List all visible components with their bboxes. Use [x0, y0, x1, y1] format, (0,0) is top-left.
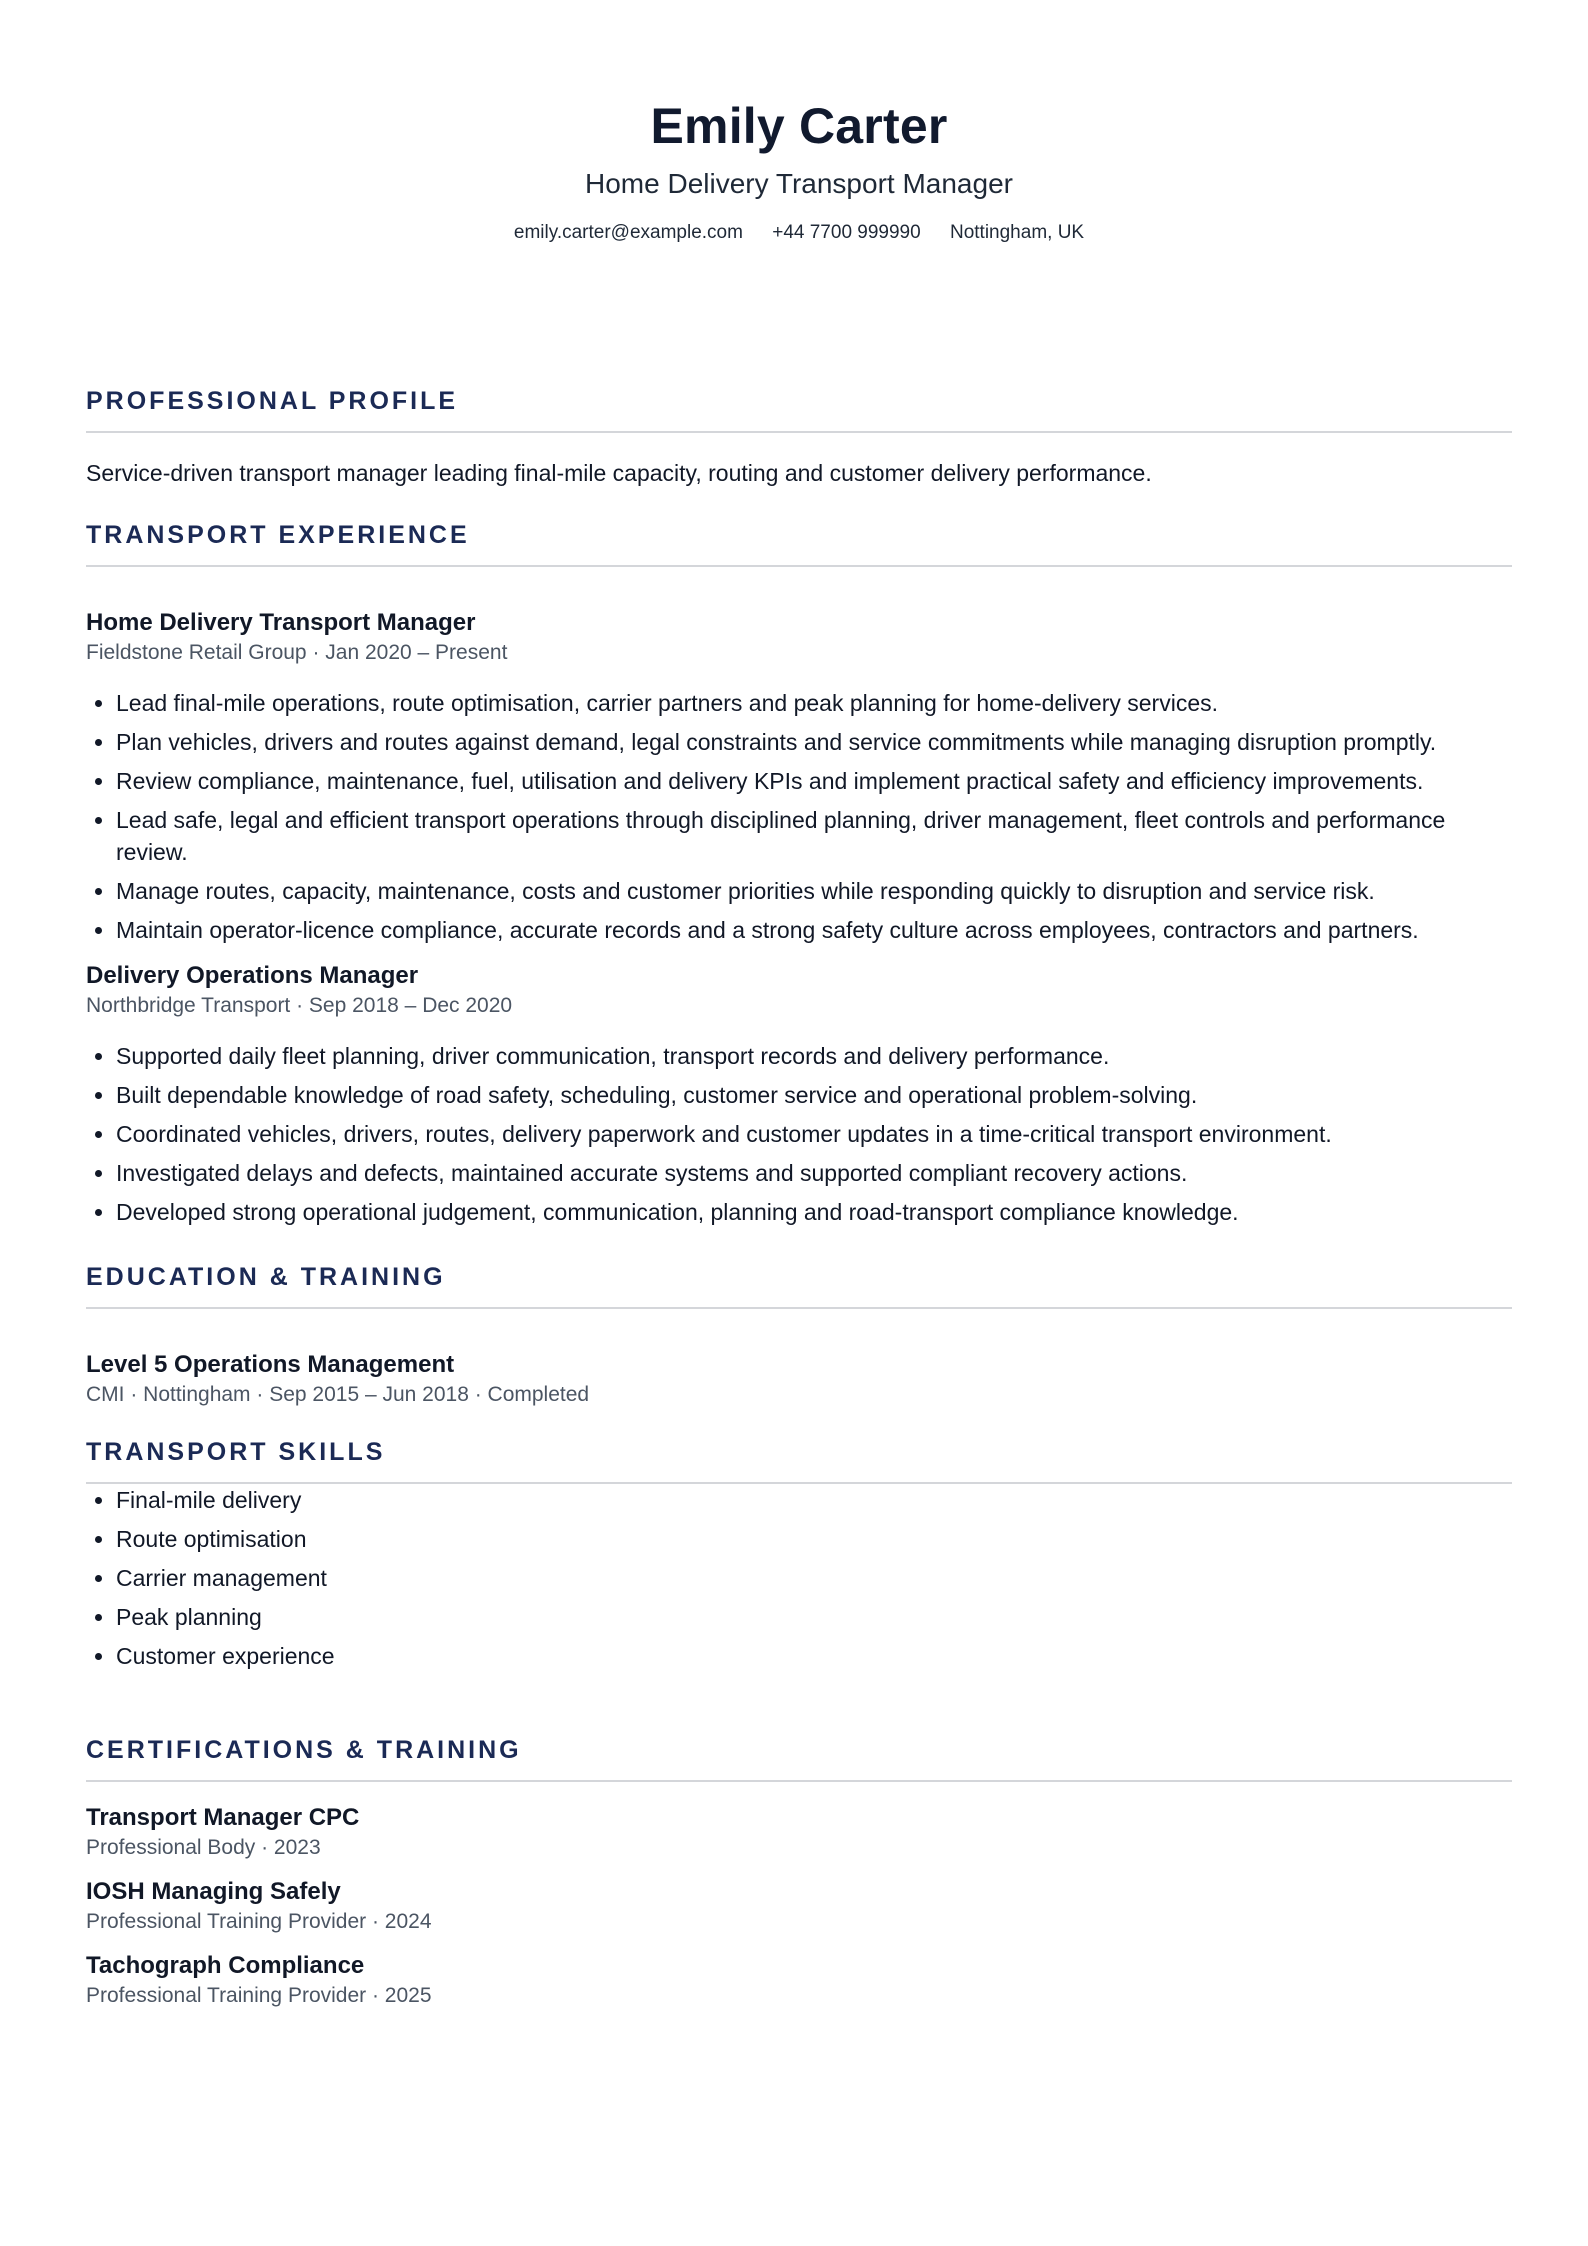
- job-entry: [86, 960, 1512, 1228]
- job-bullets: [86, 1040, 1512, 1228]
- job-bullet: • Investigated delays and defects, maintained accurate systems and supported compliant recovery actions.: [116, 1157, 1512, 1189]
- skill-item: • Final-mile delivery: [116, 1484, 1512, 1516]
- resume-page: [86, 0, 1512, 2007]
- education-entry: [86, 1349, 1512, 1409]
- job-role: Home Delivery Transport Manager: [86, 609, 476, 636]
- job-meta: Fieldstone Retail Group · Jan 2020 – Present: [86, 641, 508, 664]
- skill-item: • Carrier management: [116, 1562, 1512, 1594]
- section-title-education: EDUCATION & TRAINING: [86, 1260, 1512, 1309]
- skill-item: • Customer experience: [116, 1640, 1512, 1672]
- certification-entry: [86, 1950, 1512, 2010]
- contact-email: emily.carter@example.com: [513, 222, 743, 243]
- education-meta: CMI · Nottingham · Sep 2015 – Jun 2018 · Completed: [86, 1383, 590, 1406]
- job-bullet: • Built dependable knowledge of road safety, scheduling, customer service and operational problem-solving.: [116, 1079, 1512, 1111]
- skills-list: [86, 1484, 1512, 1672]
- contact-location: Nottingham, UK: [949, 222, 1085, 243]
- skill-item: • Peak planning: [116, 1601, 1512, 1633]
- section-title-certifications: CERTIFICATIONS & TRAINING: [86, 1733, 1512, 1782]
- job-bullets: [86, 687, 1512, 946]
- contact-phone: +44 7700 999990: [772, 222, 921, 243]
- certification-entry: [86, 1876, 1512, 1936]
- skills-section: [86, 1435, 1512, 1679]
- resume-header: [86, 0, 1512, 246]
- job-bullet: • Plan vehicles, drivers and routes against demand, legal constraints and service commitments while managing disruption promptly.: [116, 726, 1512, 758]
- job-bullet: • Lead safe, legal and efficient transport operations through disciplined planning, driver management, fleet controls and performance review.: [116, 804, 1512, 868]
- certifications-section: [86, 1733, 1512, 2010]
- certification-meta: Professional Body · 2023: [86, 1836, 321, 1859]
- section-title-profile: PROFESSIONAL PROFILE: [86, 384, 1512, 433]
- certification-name: IOSH Managing Safely: [86, 1878, 341, 1905]
- certification-meta: Professional Training Provider · 2024: [86, 1910, 432, 1933]
- education-section: [86, 1260, 1512, 1409]
- candidate-name: Emily Carter: [650, 98, 948, 154]
- job-bullet: • Review compliance, maintenance, fuel, utilisation and delivery KPIs and implement practical safety and efficiency improvements.: [116, 765, 1512, 797]
- certification-name: Tachograph Compliance: [86, 1952, 365, 1979]
- certification-entry: [86, 1802, 1512, 1862]
- job-bullet: • Developed strong operational judgement, communication, planning and road-transport compliance knowledge.: [116, 1196, 1512, 1228]
- profile-section: [86, 384, 1512, 489]
- section-title-skills: TRANSPORT SKILLS: [86, 1435, 1512, 1484]
- job-entry: [86, 607, 1512, 946]
- profile-summary: Service-driven transport manager leading final-mile capacity, routing and customer delivery performance.: [86, 460, 1152, 486]
- job-role: Delivery Operations Manager: [86, 962, 419, 989]
- job-meta: Northbridge Transport · Sep 2018 – Dec 2020: [86, 994, 513, 1017]
- certification-name: Transport Manager CPC: [86, 1804, 360, 1831]
- candidate-headline: Home Delivery Transport Manager: [585, 168, 1013, 199]
- job-bullet: • Manage routes, capacity, maintenance, costs and customer priorities while responding quickly to disruption and service risk.: [116, 875, 1512, 907]
- job-bullet: • Maintain operator-licence compliance, accurate records and a strong safety culture across employees, contractors and partners.: [116, 914, 1512, 946]
- section-title-experience: TRANSPORT EXPERIENCE: [86, 518, 1512, 567]
- job-bullet: • Supported daily fleet planning, driver communication, transport records and delivery performance.: [116, 1040, 1512, 1072]
- job-bullet: • Lead final-mile operations, route optimisation, carrier partners and peak planning for home-delivery services.: [116, 687, 1512, 719]
- skill-item: • Route optimisation: [116, 1523, 1512, 1555]
- certification-meta: Professional Training Provider · 2025: [86, 1984, 432, 2007]
- job-bullet: • Coordinated vehicles, drivers, routes, delivery paperwork and customer updates in a time-critical transport environment.: [116, 1118, 1512, 1150]
- education-name: Level 5 Operations Management: [86, 1351, 455, 1378]
- experience-section: [86, 518, 1512, 1235]
- contact-line: [86, 220, 1512, 246]
